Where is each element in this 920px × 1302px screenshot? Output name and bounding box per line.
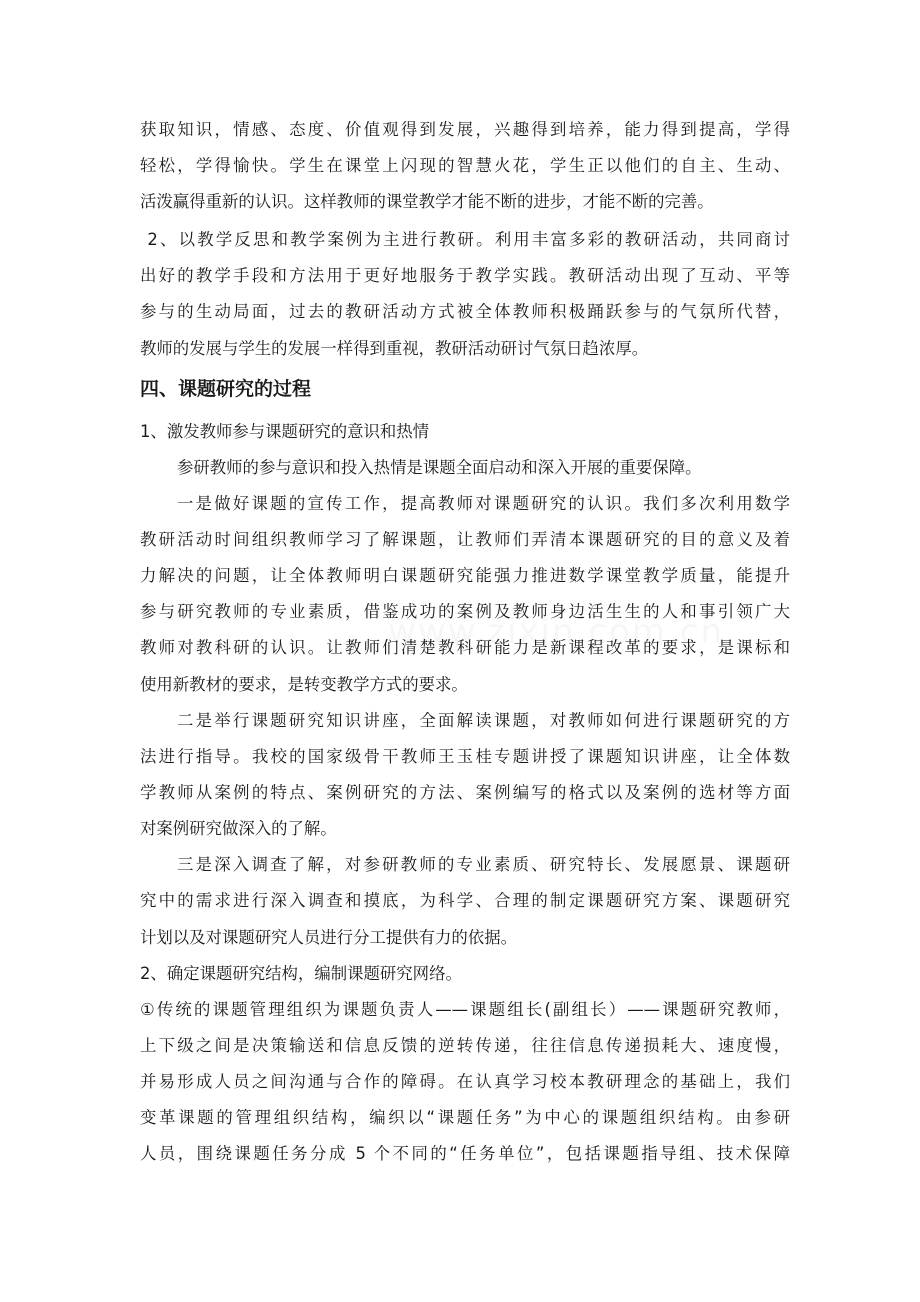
text-line: 变革课题的管理组织结构，编织以“课题任务”为中心的课题组织结构。由参研: [140, 1108, 790, 1127]
text-line: 一是做好课题的宣传工作，提高教师对课题研究的认识。我们多次利用数学: [177, 494, 790, 513]
text-line: 参与的生动局面，过去的教研活动方式被全体教师积极踊跃参与的气氛所代替，: [140, 302, 790, 321]
text-line: 出好的教学手段和方法用于更好地服务于教学实践。教研活动出现了互动、平等: [140, 266, 790, 285]
text-line: 参研教师的参与意识和投入热情是课题全面启动和深入开展的重要保障。: [177, 458, 702, 477]
text-line: 使用新教材的要求，是转变教学方式的要求。: [140, 675, 468, 694]
text-line: 2、以教学反思和教学案例为主进行教研。利用丰富多彩的教研活动，共同商讨: [140, 230, 790, 249]
text-line: 教师的发展与学生的发展一样得到重视，教研活动研讨气氛日趋浓厚。: [140, 339, 649, 358]
text-line: 究中的需求进行深入调查和摸底，为科学、合理的制定课题研究方案、课题研究: [140, 891, 790, 910]
watermark: [388, 612, 724, 652]
text-line: 并易形成人员之间沟通与合作的障碍。在认真学习校本教研理念的基础上，我们: [140, 1072, 790, 1091]
text-line: 人员，围绕课题任务分成 5 个不同的“任务单位”，包括课题指导组、技术保障: [140, 1144, 790, 1163]
text-line: 活泼赢得重新的认识。这样教师的课堂教学才能不断的进步，才能不断的完善。: [140, 192, 714, 211]
text-line: 教研活动时间组织教师学习了解课题，让教师们弄清本课题研究的目的意义及着: [140, 530, 790, 549]
subsection-heading: 1、激发教师参与课题研究的意识和热情: [140, 422, 430, 441]
text-line: 对案例研究做深入的了解。: [140, 819, 337, 838]
subsection-heading: 2、确定课题研究结构，编制课题研究网络。: [140, 964, 462, 983]
text-line: 三是深入调查了解，对参研教师的专业素质、研究特长、发展愿景、课题研: [177, 855, 790, 874]
text-line: 力解决的问题，让全体教师明白课题研究能强力推进数学课堂教学质量，能提升: [140, 566, 790, 585]
text-line: 教师对教科研的认识。让教师们清楚教科研能力是新课程改革的要求，是课标和: [140, 638, 790, 657]
text-line: 计划以及对课题研究人员进行分工提供有力的依据。: [140, 928, 517, 947]
text-line: 上下级之间是决策输送和信息反馈的逆转传递，往往信息传递损耗大、速度慢，: [140, 1036, 790, 1055]
text-line: 学教师从案例的特点、案例研究的方法、案例编写的格式以及案例的选材等方面: [140, 783, 790, 802]
text-line: 参与研究教师的专业素质，借鉴成功的案例及教师身边活生生的人和事引领广大: [140, 602, 790, 621]
text-line: 获取知识，情感、态度、价值观得到发展，兴趣得到培养，能力得到提高，学得: [140, 120, 790, 139]
text-line: ①传统的课题管理组织为课题负责人——课题组长(副组长）——课题研究教师，: [140, 1000, 790, 1019]
text-line: 轻松，学得愉快。学生在课堂上闪现的智慧火花，学生正以他们的自主、生动、: [140, 156, 790, 175]
text-line: 法进行指导。我校的国家级骨干教师王玉桂专题讲授了课题知识讲座，让全体数: [140, 747, 790, 766]
section-heading: 四、课题研究的过程: [140, 378, 312, 400]
text-line: 二是举行课题研究知识讲座，全面解读课题，对教师如何进行课题研究的方: [177, 711, 790, 730]
